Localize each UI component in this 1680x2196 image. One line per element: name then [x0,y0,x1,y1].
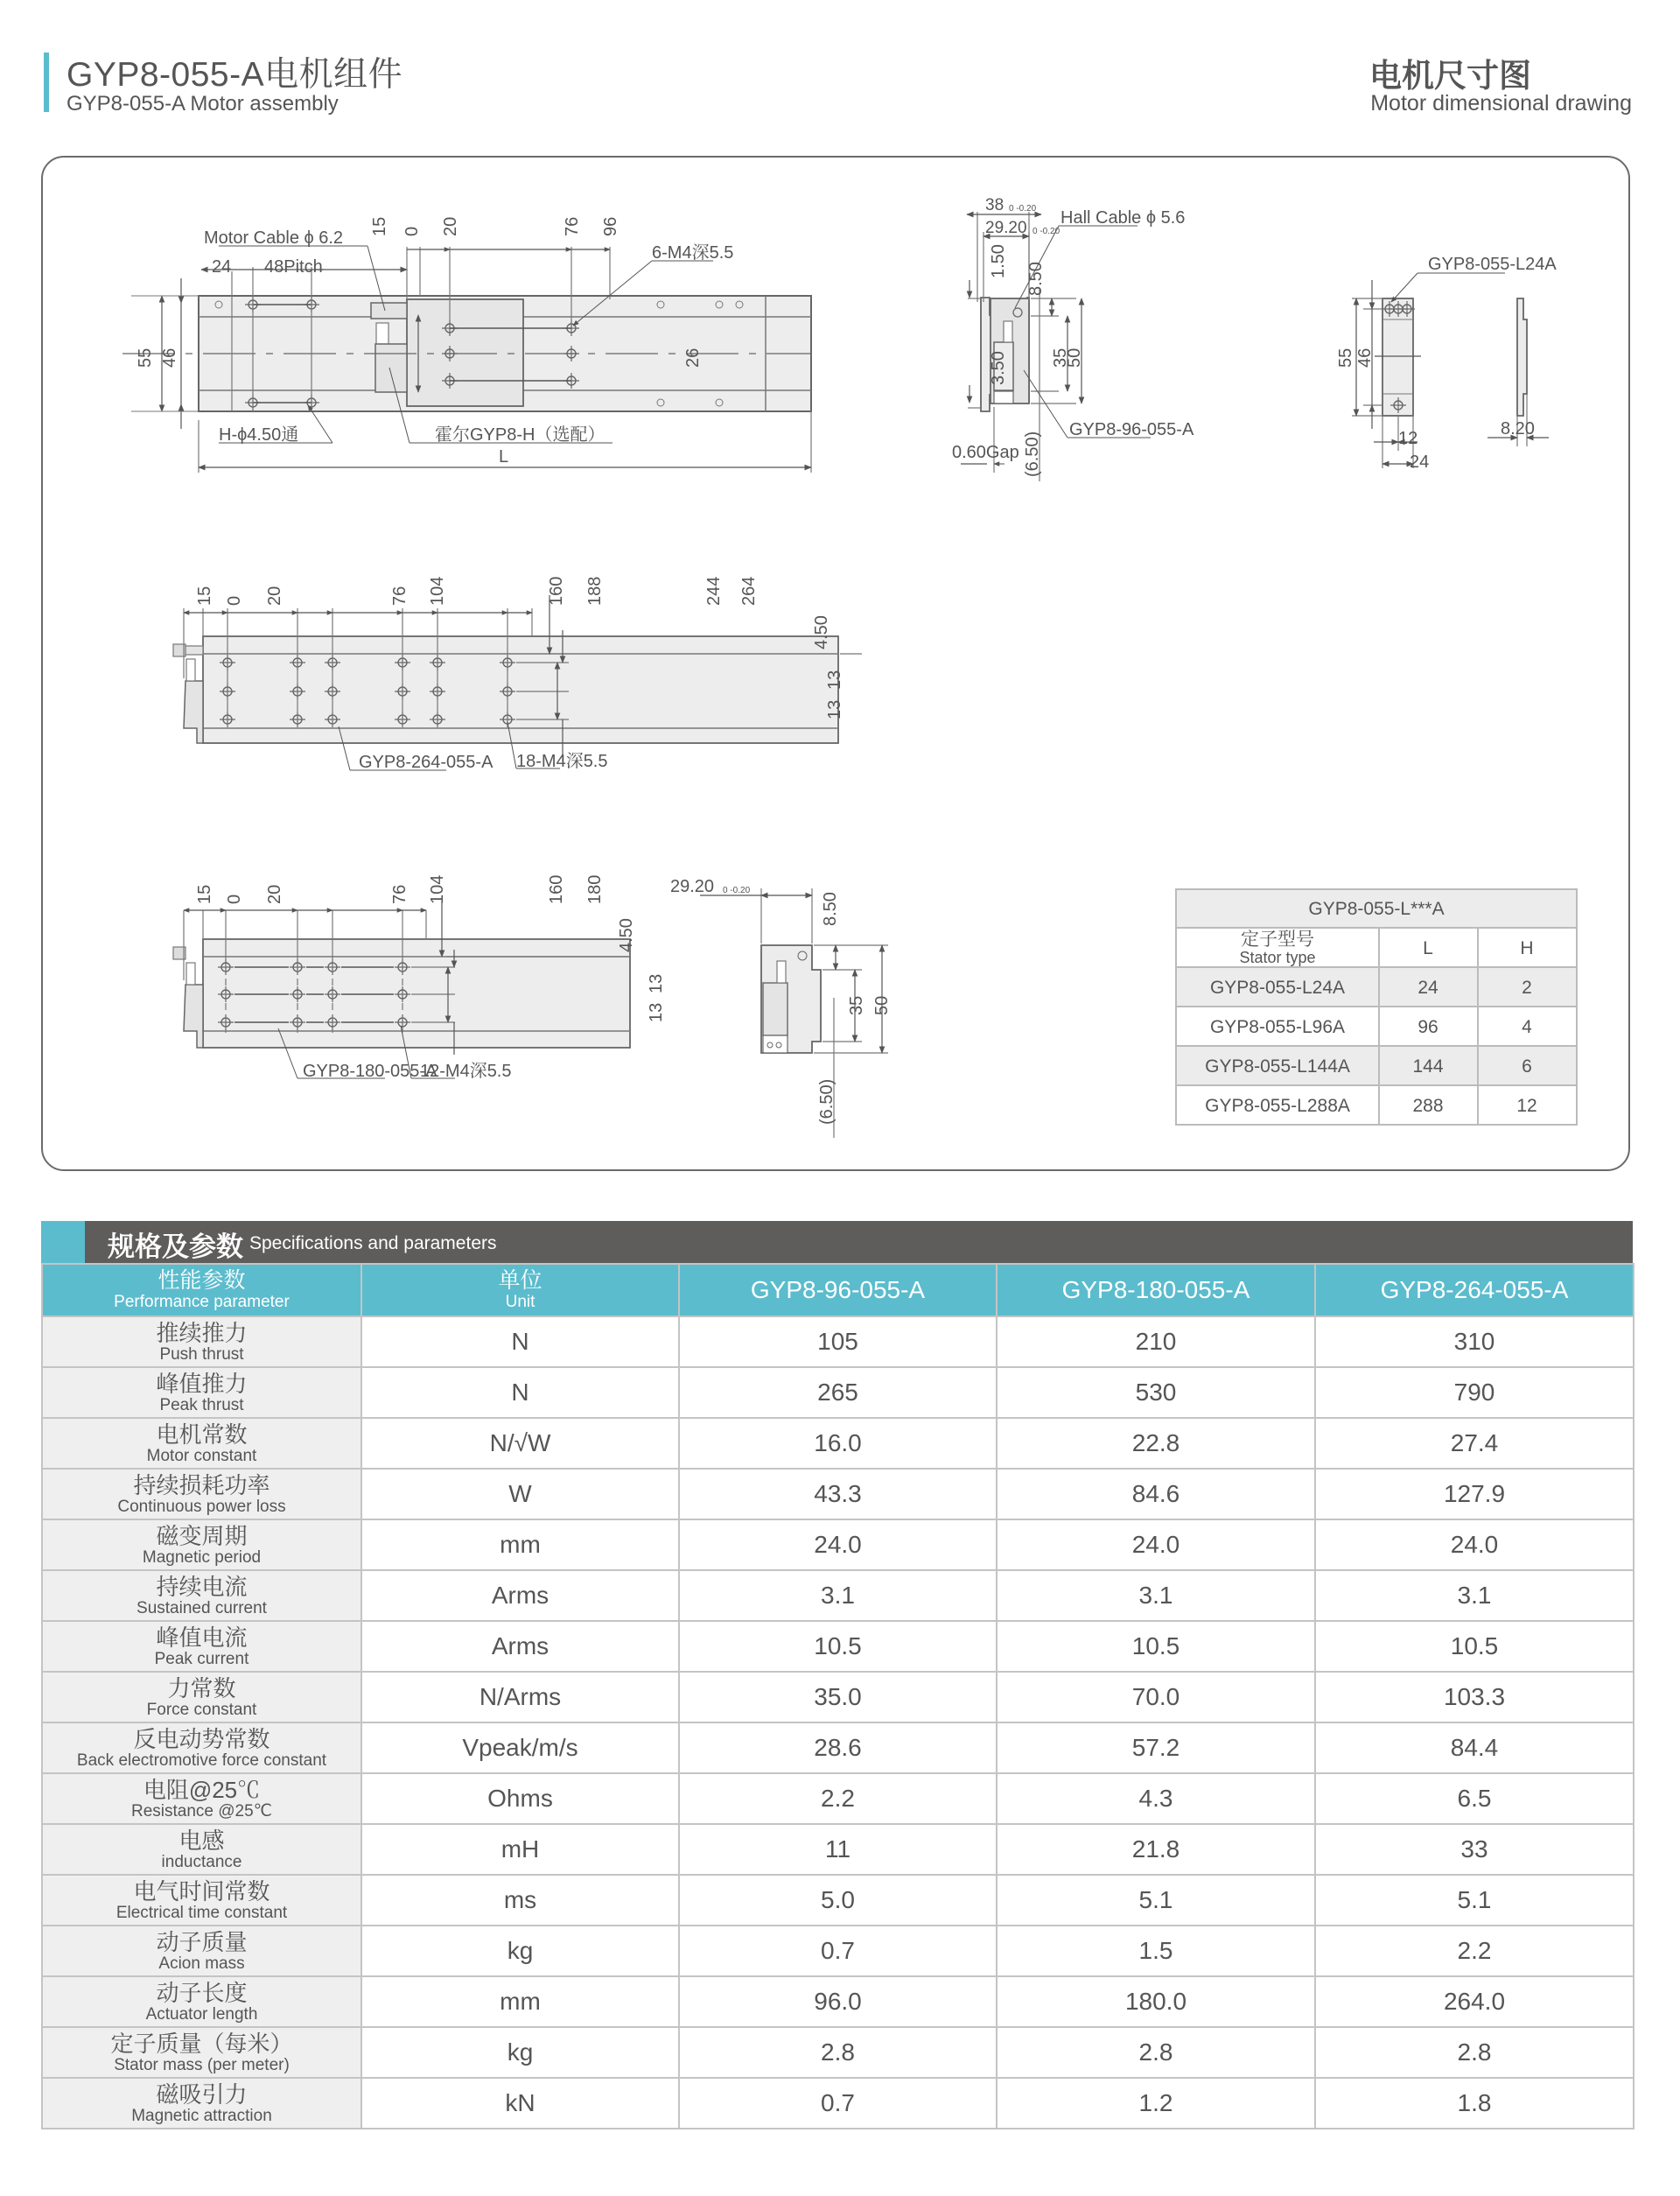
stator-H: 4 [1522,1017,1532,1037]
param-cell [42,1875,361,1926]
table-row [42,1722,1634,1773]
header-model: GYP8-264-055-A [1315,1264,1634,1316]
table-row [42,1316,1634,1367]
side-dim-29-20: 29.20 [670,877,715,896]
table-row [42,1875,1634,1926]
param-cell [42,2027,361,2078]
value-cell: 24.0 [1315,1519,1634,1570]
gap-label: 0.60Gap [952,443,1019,462]
unit-cell: Ohms [361,1773,679,1824]
side-dim-35: 35 [847,995,866,1015]
param-cell [42,1773,361,1824]
dim-38: 38 [985,196,1004,214]
table-row [42,1773,1634,1824]
value-cell: 5.0 [679,1875,997,1926]
dim-6-50: (6.50) [1023,431,1042,477]
stator-L: 96 [1418,1017,1438,1037]
stator-H: 12 [1516,1096,1537,1116]
param-name-en: Back electromotive force constant [76,1750,327,1770]
dim-top: 0 [225,894,244,904]
H-header: H [1520,938,1534,958]
dim-L: L [499,447,509,467]
param-name-en: Stator mass (per meter) [114,2055,290,2074]
table-row [42,1367,1634,1418]
end-view [952,196,1194,481]
value-cell: 43.3 [679,1469,997,1519]
table-row [42,2027,1634,2078]
dim-top: 264 [739,576,759,606]
dim-24: 24 [1410,453,1430,472]
value-cell: 10.5 [1315,1621,1634,1672]
dim-3-50: 3.50 [989,351,1008,385]
dim-13: 13 [825,699,844,719]
value-cell: 24.0 [679,1519,997,1570]
param-cell [42,1672,361,1722]
value-cell: 210 [997,1316,1315,1367]
dim-top: 0 [402,226,422,236]
dim-4-50: 4.50 [812,615,831,649]
dim-top: 104 [428,576,447,606]
view-264 [173,577,862,772]
dim-top: 244 [704,576,724,606]
value-cell: 1.5 [997,1926,1315,1976]
dim-top: 15 [195,586,214,606]
dim-top: 20 [265,586,284,606]
stator-model-label: GYP8-055-L24A [1428,255,1557,274]
param-cell [42,1418,361,1469]
unit-cell: kg [361,1926,679,1976]
header-model: GYP8-180-055-A [997,1264,1315,1316]
dim-top: 0 [225,595,244,606]
dim-8-50: 8.50 [1026,262,1046,296]
spec-section-header [41,1221,1633,1263]
unit-cell: Arms [361,1570,679,1621]
param-cell [42,1519,361,1570]
dim-12: 12 [1398,429,1418,448]
param-cell [42,1621,361,1672]
stator-L: 288 [1412,1096,1444,1116]
value-cell: 265 [679,1367,997,1418]
value-cell: 11 [679,1824,997,1875]
side-dim-8-50: 8.50 [821,892,840,926]
value-cell: 35.0 [679,1672,997,1722]
page-subtitle: GYP8-055-A Motor assembly [66,92,339,116]
table-row [42,1418,1634,1469]
param-name-cn: 磁变周期 [156,1522,248,1549]
view-180 [173,875,892,1138]
stator-type: GYP8-055-L288A [1205,1096,1350,1116]
dim-top: 15 [370,216,389,236]
dim-top: 96 [601,216,620,236]
dim-top: 15 [195,884,214,904]
spec-title-en: Specifications and parameters [249,1233,497,1253]
unit-cell: N [361,1367,679,1418]
value-cell: 10.5 [997,1621,1315,1672]
value-cell: 530 [997,1367,1315,1418]
value-cell: 10.5 [679,1621,997,1672]
dim-13: 13 [647,1002,666,1022]
dim-24: 24 [212,257,232,277]
dim-4-50: 4.50 [617,918,636,952]
dim-top: 160 [547,874,566,904]
param-name-cn: 定子质量（每米） [110,2030,293,2057]
spec-table [41,1263,1634,2129]
param-name-cn: 峰值推力 [156,1370,248,1397]
unit-cell: N/Arms [361,1672,679,1722]
dim-top: 76 [390,586,410,606]
param-name-en: Actuator length [145,2004,258,2024]
stator-type: GYP8-055-L24A [1209,978,1346,998]
dim-55: 55 [1336,347,1355,368]
model-180-label: GYP8-180-055-A [303,1062,438,1081]
param-name-en: Peak current [154,1649,249,1668]
value-cell: 3.1 [997,1570,1315,1621]
value-cell: 2.8 [679,2027,997,2078]
unit-cell: ms [361,1875,679,1926]
param-name-en: Resistance @25℃ [130,1801,273,1821]
param-name-en: inductance [161,1852,242,1871]
stator-type-header-en: Stator type [1239,949,1316,966]
unit-cell: kN [361,2078,679,2129]
side-dim-50: 50 [872,995,892,1015]
unit-cell: W [361,1469,679,1519]
value-cell: 3.1 [679,1570,997,1621]
dim-55: 55 [136,347,155,368]
stator-view [1336,255,1557,472]
param-name-en: Electrical time constant [116,1903,288,1922]
value-cell: 2.2 [1315,1926,1634,1976]
stator-type-table [1176,889,1577,1125]
value-cell: 264.0 [1315,1976,1634,2027]
stator-table-title: GYP8-055-L***A [1308,899,1445,919]
value-cell: 84.6 [997,1469,1315,1519]
model-264-label: GYP8-264-055-A [359,753,494,772]
hall-cable-label: Hall Cable ϕ 5.6 [1060,208,1186,228]
value-cell: 5.1 [997,1875,1315,1926]
table-row [42,1976,1634,2027]
page-title: GYP8-055-A电机组件 [66,56,403,94]
table-row [42,1469,1634,1519]
param-name-cn: 磁吸引力 [156,2080,248,2108]
dim-13: 13 [647,973,666,993]
table-row [42,1926,1634,1976]
param-name-en: Continuous power loss [117,1497,286,1516]
param-name-en: Force constant [146,1700,257,1719]
value-cell: 1.8 [1315,2078,1634,2129]
value-cell: 24.0 [997,1519,1315,1570]
dim-top: 20 [265,884,284,904]
tapped-holes-label: 6-M4深5.5 [652,243,734,263]
through-holes-label: H-ϕ4.50通 [219,425,299,445]
dim-top: 180 [585,874,605,904]
mover-body [407,299,523,406]
param-name-en: Push thrust [159,1344,244,1364]
value-cell: 6.5 [1315,1773,1634,1824]
stator-type-header-cn: 定子型号 [1241,930,1314,950]
value-cell: 3.1 [1315,1570,1634,1621]
hall-option-label: 霍尔GYP8-H（选配） [435,425,606,445]
param-cell [42,2078,361,2129]
value-cell: 27.4 [1315,1418,1634,1469]
unit-cell: Vpeak/m/s [361,1722,679,1773]
value-cell: 5.1 [1315,1875,1634,1926]
section-subtitle-drawing: Motor dimensional drawing [1370,91,1632,116]
param-name-cn: 推续推力 [156,1319,248,1346]
spec-accent-block [41,1221,85,1263]
unit-cell: N/√W [361,1418,679,1469]
spec-header-row [42,1264,1634,1316]
value-cell: 127.9 [1315,1469,1634,1519]
tapped-holes-180-label: 12-M4深5.5 [420,1062,512,1081]
unit-cell: mm [361,1976,679,2027]
dim-top: 160 [547,576,566,606]
param-cell [42,1976,361,2027]
spec-title-cn: 规格及参数 [108,1231,243,1262]
model-96-label: GYP8-96-055-A [1069,420,1194,439]
header-model: GYP8-96-055-A [679,1264,997,1316]
dim-13: 13 [825,670,844,690]
table-row [42,1672,1634,1722]
value-cell: 1.2 [997,2078,1315,2129]
stator-L: 144 [1412,1056,1444,1077]
value-cell: 57.2 [997,1722,1315,1773]
value-cell: 2.2 [679,1773,997,1824]
value-cell: 2.8 [1315,2027,1634,2078]
param-name-cn: 电感 [178,1827,225,1854]
dim-top: 20 [441,216,460,236]
side-tol: 0 -0.20 [723,886,751,895]
value-cell: 16.0 [679,1418,997,1469]
param-name-en: Magnetic attraction [131,2106,272,2125]
unit-cell: kg [361,2027,679,2078]
param-name-en: Motor constant [146,1446,257,1465]
value-cell: 0.7 [679,1926,997,1976]
table-row [42,2078,1634,2129]
L-header: L [1423,938,1433,958]
param-cell [42,1469,361,1519]
value-cell: 105 [679,1316,997,1367]
unit-cell: mH [361,1824,679,1875]
value-cell: 21.8 [997,1824,1315,1875]
value-cell: 70.0 [997,1672,1315,1722]
header-unit: 单位 Unit [361,1264,679,1316]
dim-46: 46 [160,347,179,368]
param-name-en: Sustained current [136,1598,267,1617]
stator-type: GYP8-055-L144A [1205,1056,1350,1077]
table-row [42,1824,1634,1875]
dim-top: 76 [563,216,582,236]
value-cell: 103.3 [1315,1672,1634,1722]
dim-top: 76 [390,884,410,904]
param-name-cn: 电机常数 [156,1421,248,1448]
param-name-cn: 电气时间常数 [133,1877,270,1905]
dim-top: 188 [585,576,605,606]
value-cell: 310 [1315,1316,1634,1367]
section-title-drawing: 电机尺寸图 [1369,58,1531,94]
top-view [122,217,811,473]
header-param: 性能参数 Performance parameter [42,1264,361,1316]
param-name-cn: 持续电流 [156,1573,248,1600]
side-dim-6-50: (6.50) [817,1078,836,1125]
unit-cell: Arms [361,1621,679,1672]
unit-cell: N [361,1316,679,1367]
value-cell: 28.6 [679,1722,997,1773]
param-cell [42,1316,361,1367]
dim-48pitch: 48Pitch [264,257,323,277]
param-name-cn: 动子长度 [156,1979,248,2006]
param-name-cn: 峰值电流 [156,1624,248,1651]
param-cell [42,1367,361,1418]
table-row [42,1621,1634,1672]
dim-46: 46 [1355,347,1375,368]
stator-H: 2 [1522,978,1532,998]
value-cell: 2.8 [997,2027,1315,2078]
tol-38: 0 -0.20 [1009,204,1037,214]
param-cell [42,1722,361,1773]
param-cell [42,1570,361,1621]
dim-29-20: 29.20 [985,219,1027,237]
param-name-cn: 力常数 [167,1674,236,1701]
value-cell: 22.8 [997,1418,1315,1469]
dim-35: 35 [1051,347,1070,368]
value-cell: 96.0 [679,1976,997,2027]
param-name-en: Acion mass [158,1954,245,1973]
value-cell: 4.3 [997,1773,1315,1824]
value-cell: 0.7 [679,2078,997,2129]
param-cell [42,1926,361,1976]
param-name-cn: 电阻@25℃ [143,1776,261,1803]
unit-cell: mm [361,1519,679,1570]
value-cell: 33 [1315,1824,1634,1875]
dim-top: 104 [428,874,447,904]
stator-type: GYP8-055-L96A [1209,1017,1346,1037]
stator-L: 24 [1418,978,1438,998]
dim-26: 26 [683,347,703,368]
dim-50: 50 [1065,347,1084,368]
tol-29-20: 0 -0.20 [1032,227,1060,236]
table-row [42,1519,1634,1570]
tapped-holes-264-label: 18-M4深5.5 [516,752,608,771]
param-cell [42,1824,361,1875]
value-cell: 84.4 [1315,1722,1634,1773]
dim-8-20: 8.20 [1501,419,1535,438]
param-name-cn: 动子质量 [156,1928,248,1955]
motor-cable-label: Motor Cable ϕ 6.2 [204,228,344,248]
value-cell: 790 [1315,1367,1634,1418]
dim-1-50: 1.50 [989,244,1008,278]
param-name-en: Magnetic period [142,1547,262,1567]
stator-H: 6 [1522,1056,1532,1077]
table-row [42,1570,1634,1621]
param-name-cn: 持续损耗功率 [133,1471,270,1498]
param-name-en: Peak thrust [159,1395,244,1414]
param-name-cn: 反电动势常数 [133,1725,270,1752]
value-cell: 180.0 [997,1976,1315,2027]
